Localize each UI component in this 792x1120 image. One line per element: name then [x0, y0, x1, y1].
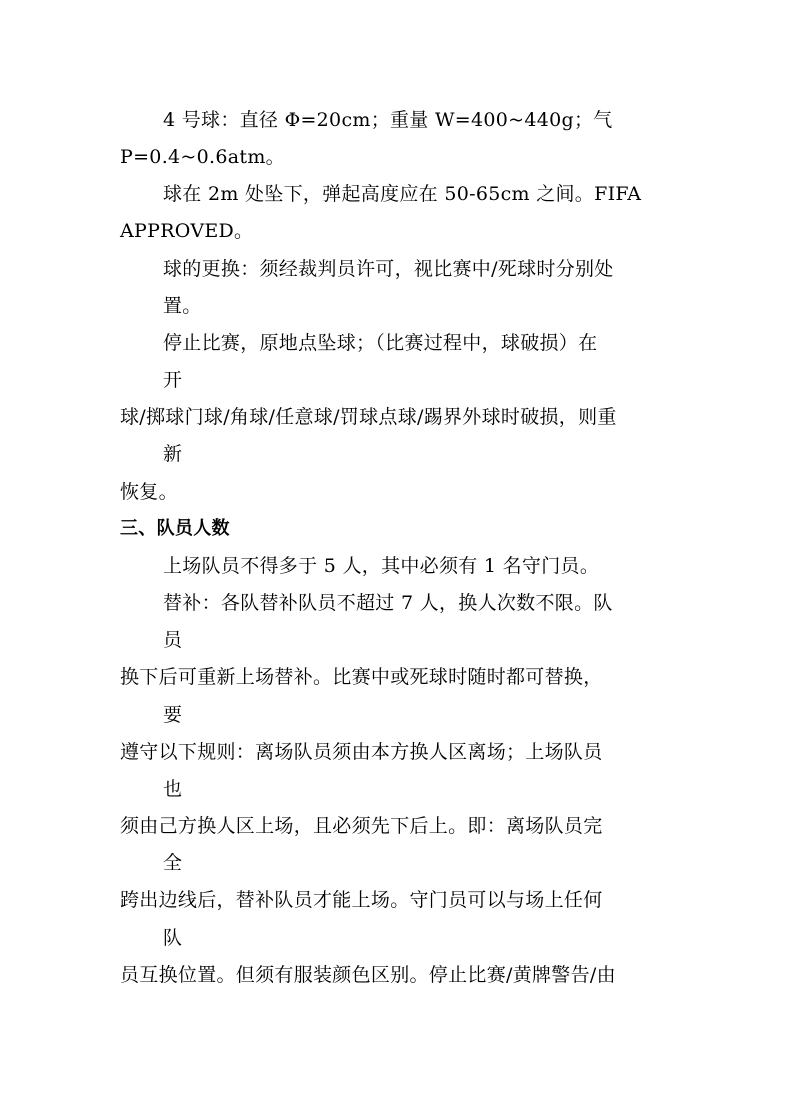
- text-line: P=0.4~0.6atm。: [120, 146, 285, 168]
- text-line: 全: [163, 852, 183, 874]
- text-line: 跨出边线后，替补队员才能上场。守门员可以与场上任何: [120, 889, 603, 911]
- text-line: 须由己方换人区上场，且必须先下后上。即：离场队员完: [120, 815, 603, 837]
- text-line: 恢复。: [120, 481, 178, 503]
- text-line: 也: [163, 778, 183, 800]
- text-line: 开: [163, 369, 183, 391]
- text-line: 4 号球：直径 Φ=20cm；重量 W=400~440g；气: [163, 109, 613, 131]
- text-line: 替补：各队替补队员不超过 7 人，换人次数不限。队: [163, 592, 613, 614]
- text-line: 球/掷球门球/角球/任意球/罚球点球/踢界外球时破损，则重: [120, 406, 617, 428]
- text-line: 球在 2m 处坠下，弹起高度应在 50-65cm 之间。FIFA: [163, 183, 642, 205]
- text-line: 遵守以下规则：离场队员须由本方换人区离场；上场队员: [120, 741, 603, 763]
- text-line: 停止比赛，原地点坠球；（比赛过程中，球破损）在: [163, 332, 598, 354]
- text-line: APPROVED。: [120, 220, 254, 242]
- text-line: 置。: [163, 295, 202, 317]
- text-line: 队: [163, 927, 183, 949]
- text-line: 新: [163, 443, 183, 465]
- text-line: 上场队员不得多于 5 人，其中必须有 1 名守门员。: [163, 555, 600, 577]
- text-line: 换下后可重新上场替补。比赛中或死球时随时都可替换，: [120, 666, 603, 688]
- section-heading: 三、队员人数: [120, 518, 230, 539]
- text-line: 球的更换：须经裁判员许可，视比赛中/死球时分别处: [163, 258, 614, 280]
- text-line: 要: [163, 704, 183, 726]
- text-line: 员互换位置。但须有服装颜色区别。停止比赛/黄牌警告/由: [120, 964, 616, 986]
- text-line: 员: [163, 629, 183, 651]
